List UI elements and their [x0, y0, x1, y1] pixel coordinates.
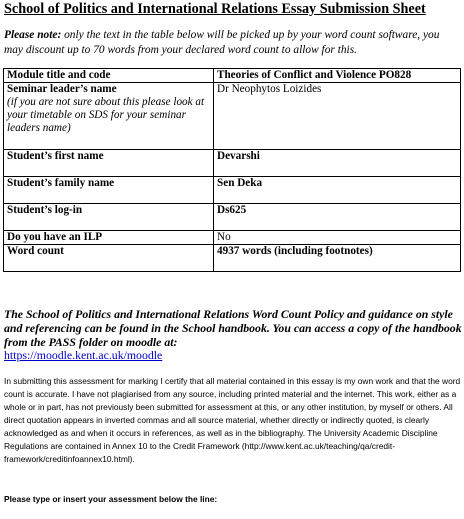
row-label-first-name: Student’s first name	[4, 150, 214, 177]
moodle-link[interactable]: https://moodle.kent.ac.uk/moodle	[4, 348, 163, 362]
assessment-instruction: Please type or insert your assessment below the line:	[4, 494, 218, 504]
table-row	[4, 231, 461, 245]
table-row	[4, 245, 461, 272]
certification-statement: In submitting this assessment for marking I certify that all material contained in this essay is my own work and that the word count is accurate. I have not plagiarised from any source, including printed material and the internet. This work, either as a whole or in part, has not previously been submitted for assessment at this, or any other institution, by myself or others. All direct quotation appears in inverted commas and all source material, whether directly or indirectly quoted, is clearly acknowledged as and when it occurs in references, as well as in the bibliography. The University Academic Discipline Regulations are contained in Annex 10 to the Credit Framework (http://www.kent.ac.uk/teaching/qa/credit-framework/creditinfoannex10.html).	[4, 376, 461, 464]
policy-paragraph: The School of Politics and International Relations Word Count Policy and guidance on style and referencing can be found in the School handbook. You can access a copy of the handbook from the PASS folder on moodle at:	[4, 307, 462, 349]
row-value-module[interactable]: Theories of Conflict and Violence PO828	[214, 69, 461, 83]
note-lead: Please note:	[4, 29, 62, 41]
row-label-word-count: Word count	[4, 245, 214, 272]
table-row	[4, 150, 461, 177]
note-text: only the text in the table below will be picked up by your word count software, you may discount up to 70 words from your declared word count to allow for this.	[4, 29, 440, 56]
row-value-seminar-leader[interactable]: Dr Neophytos Loizides	[214, 83, 461, 150]
row-value-ilp[interactable]: No	[214, 231, 461, 245]
page-title: School of Politics and International Relations Essay Submission Sheet	[4, 1, 426, 17]
table-row	[4, 177, 461, 204]
row-label-module: Module title and code	[4, 69, 214, 83]
seminar-leader-label: Seminar leader’s name	[7, 83, 117, 95]
row-value-login[interactable]: Ds625	[214, 204, 461, 231]
row-label-login: Student’s log-in	[4, 204, 214, 231]
table-row	[4, 69, 461, 83]
table-row	[4, 83, 461, 150]
row-label-family-name: Student’s family name	[4, 177, 214, 204]
row-label-ilp: Do you have an ILP	[4, 231, 214, 245]
row-value-family-name[interactable]: Sen Deka	[214, 177, 461, 204]
table-row	[4, 204, 461, 231]
row-value-first-name[interactable]: Devarshi	[214, 150, 461, 177]
word-count-note	[4, 28, 460, 58]
row-label-seminar-leader	[4, 83, 214, 150]
row-value-word-count[interactable]: 4937 words (including footnotes)	[214, 245, 461, 272]
submission-details-table	[3, 68, 461, 272]
seminar-leader-hint: (if you are not sure about this please look at your timetable on SDS for your seminar leaders name)	[7, 96, 205, 134]
